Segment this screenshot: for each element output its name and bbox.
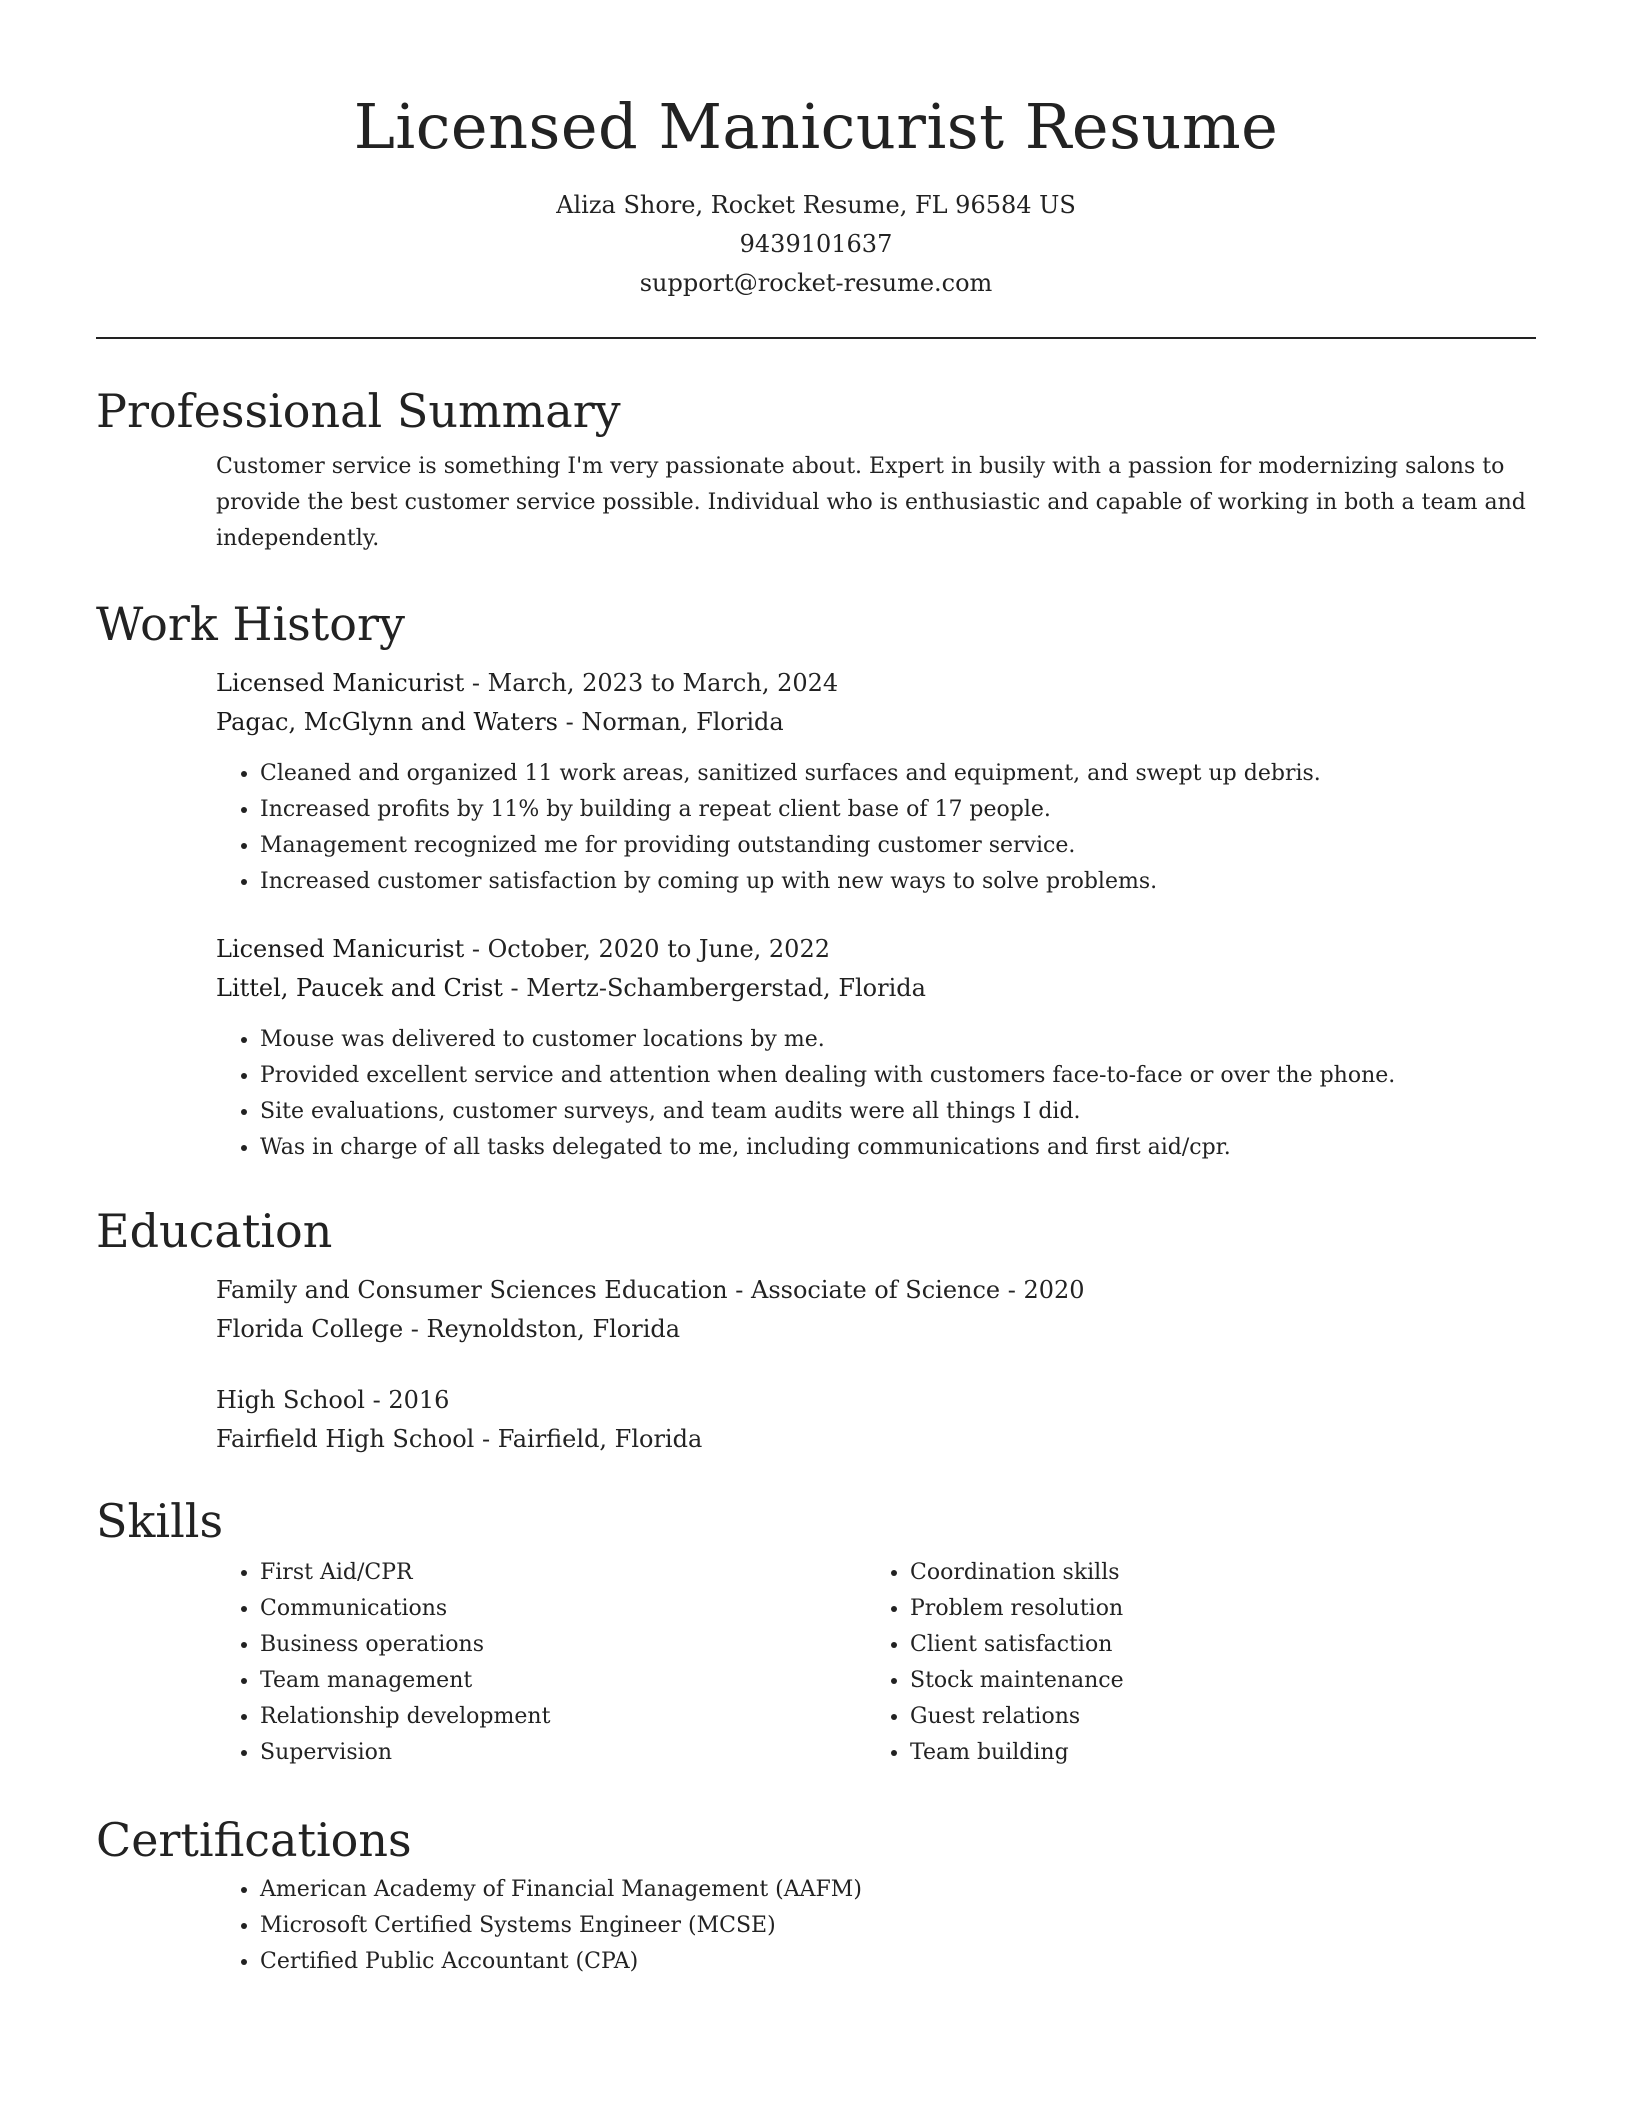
list-item: • American Academy of Financial Management (AAFM) [260, 1872, 1528, 1908]
education-school-line [216, 1310, 1528, 1349]
job-location: - Norman, Florida [558, 708, 784, 736]
certifications-section [96, 1812, 1536, 1980]
summary-text: Customer service is something I'm very passionate about. Expert in busily with a passion for modernizing salons to provide the best customer service possible. Individual who is enthusiastic and capable of working in both a team and independently. [216, 454, 1526, 551]
list-item: • Business operations [260, 1627, 866, 1663]
list-item: • Was in charge of all tasks delegated to me, including communications and first aid/cpr. [260, 1130, 1528, 1166]
job-company-line [216, 969, 1528, 1008]
education-heading: Education [96, 1204, 333, 1258]
job-company-line [216, 703, 1528, 742]
list-item: • Supervision [260, 1735, 866, 1771]
job-entry [216, 930, 1528, 1166]
list-item: • Increased profits by 11% by building a repeat client base of 17 people. [260, 792, 1528, 828]
list-item: • Mouse was delivered to customer locations by me. [260, 1022, 1528, 1058]
resume-page [96, 0, 1536, 1974]
skills-column-left [216, 1551, 866, 1771]
list-item: • Problem resolution [910, 1591, 1516, 1627]
education-year: - 2016 [364, 1386, 450, 1414]
education-year: - 2020 [1000, 1276, 1085, 1304]
list-item: • Increased customer satisfaction by coming up with new ways to solve problems. [260, 864, 1528, 900]
work-history-heading: Work History [96, 597, 405, 651]
job-bullets [216, 1022, 1528, 1166]
certifications-list [216, 1872, 1528, 1980]
certifications-body [216, 1872, 1528, 1980]
list-item: • Provided excellent service and attention when dealing with customers face-to-face or over the phone. [260, 1058, 1528, 1094]
header-divider [96, 337, 1536, 339]
education-degree-line [216, 1381, 1528, 1420]
contact-address: Aliza Shore, Rocket Resume, FL 96584 US [556, 191, 1076, 219]
list-item: • Client satisfaction [910, 1627, 1516, 1663]
education-school: Fairfield High School [216, 1425, 475, 1453]
education-school: Florida College [216, 1315, 404, 1343]
education-location: - Reynoldston, Florida [403, 1315, 681, 1343]
job-company: Littel, Paucek and Crist [216, 974, 503, 1002]
list-item: • Team management [260, 1663, 866, 1699]
list-item: • Microsoft Certified Systems Engineer (MCSE) [260, 1908, 1528, 1944]
work-history-section [96, 596, 1536, 1166]
skills-section [96, 1493, 1536, 1771]
skills-list-left [216, 1555, 866, 1771]
job-title-line [216, 930, 1528, 969]
list-item: • Cleaned and organized 11 work areas, sanitized surfaces and equipment, and swept up debris. [260, 756, 1528, 792]
resume-header [96, 0, 1536, 339]
job-location: - Mertz-Schambergerstad, Florida [502, 974, 926, 1002]
education-school-line [216, 1420, 1528, 1459]
list-item: • Coordination skills [910, 1555, 1516, 1591]
skills-column-right [866, 1551, 1516, 1771]
job-title-line [216, 664, 1528, 703]
list-item: • Team building [910, 1735, 1516, 1771]
summary-heading: Professional Summary [96, 384, 621, 438]
education-degree: High School [216, 1386, 365, 1414]
list-item: • Relationship development [260, 1699, 866, 1735]
education-location: - Fairfield, Florida [474, 1425, 703, 1453]
page-title: Licensed Manicurist Resume [353, 90, 1279, 163]
list-item: • Communications [260, 1591, 866, 1627]
list-item: • Site evaluations, customer surveys, and team audits were all things I did. [260, 1094, 1528, 1130]
job-dates: - March, 2023 to March, 2024 [464, 669, 839, 697]
list-item: • Certified Public Accountant (CPA) [260, 1944, 1528, 1980]
job-company: Pagac, McGlynn and Waters [216, 708, 558, 736]
list-item: • Guest relations [910, 1699, 1516, 1735]
contact-phone: 9439101637 [739, 230, 893, 258]
list-item: • Stock maintenance [910, 1663, 1516, 1699]
list-item: • Management recognized me for providing outstanding customer service. [260, 828, 1528, 864]
list-item: • First Aid/CPR [260, 1555, 866, 1591]
skills-list-right [866, 1555, 1516, 1771]
job-dates: - October, 2020 to June, 2022 [464, 935, 830, 963]
certifications-heading: Certifications [96, 1813, 412, 1867]
contact-block [96, 186, 1536, 303]
job-entry [216, 664, 1528, 900]
education-entry [216, 1271, 1528, 1349]
job-title: Licensed Manicurist [216, 669, 465, 697]
job-bullets [216, 756, 1528, 900]
education-entry [216, 1381, 1528, 1459]
education-degree-line [216, 1271, 1528, 1310]
summary-section [96, 383, 1536, 557]
contact-email: support@rocket-resume.com [639, 269, 993, 297]
skills-heading: Skills [96, 1494, 224, 1548]
education-degree: Family and Consumer Sciences Education - Associate of Science [216, 1276, 1001, 1304]
skills-grid [216, 1551, 1528, 1771]
job-title: Licensed Manicurist [216, 935, 465, 963]
education-section [96, 1203, 1536, 1459]
